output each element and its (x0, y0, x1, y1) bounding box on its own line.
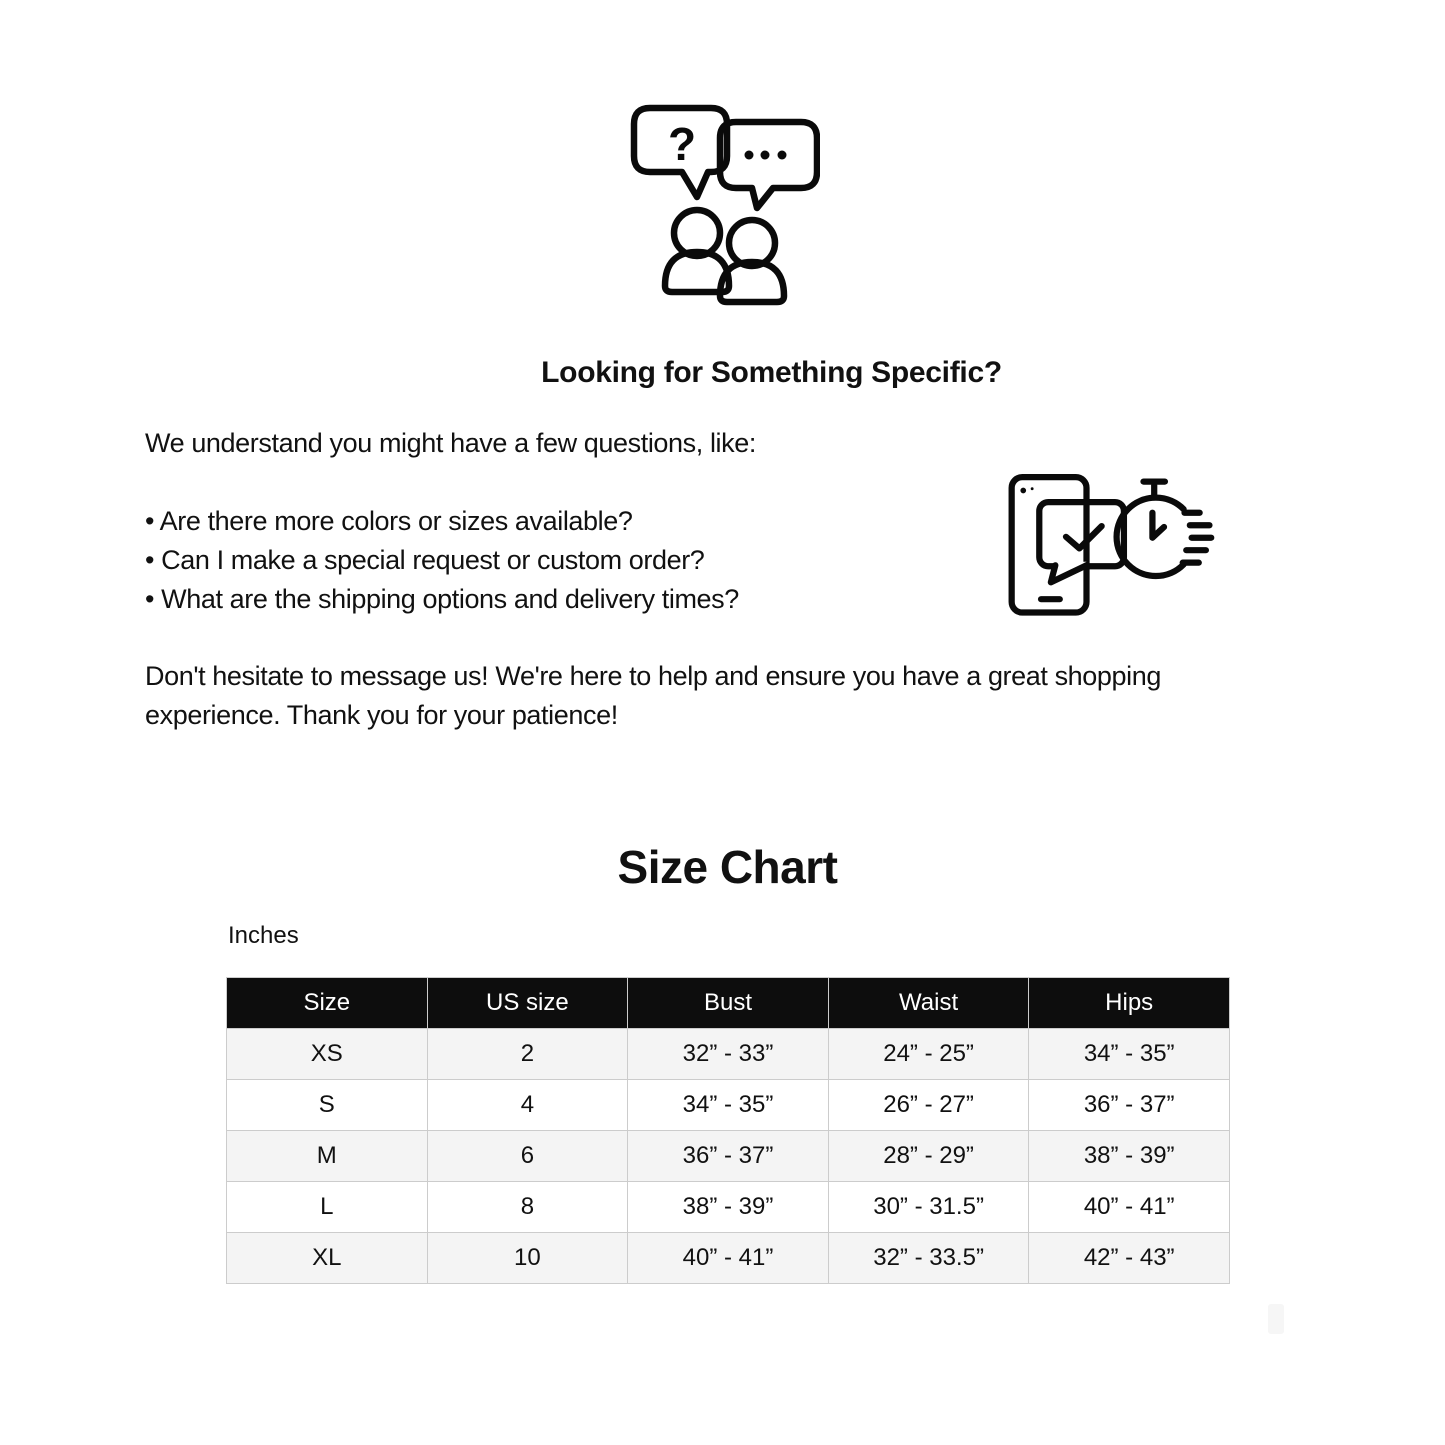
question-item: • Can I make a special request or custom order? (145, 545, 705, 575)
table-cell: XL (227, 1233, 428, 1284)
watermark-artifact (1268, 1304, 1284, 1334)
table-cell: 8 (427, 1182, 628, 1233)
table-cell: 40” - 41” (1029, 1182, 1230, 1233)
table-cell: 10 (427, 1233, 628, 1284)
table-cell: 30” - 31.5” (828, 1182, 1029, 1233)
table-cell: 38” - 39” (628, 1182, 829, 1233)
table-row (227, 1182, 1230, 1233)
table-cell: 28” - 29” (828, 1131, 1029, 1182)
size-table-body (227, 1029, 1230, 1284)
table-cell: 2 (427, 1029, 628, 1080)
intro-text: We understand you might have a few questions, like: (145, 428, 756, 458)
closing-text: Don't hesitate to message us! We're here to help and ensure you have a great shopping experience. Thank you for your patience! (145, 661, 1161, 730)
table-cell: 42” - 43” (1029, 1233, 1230, 1284)
table-cell: 24” - 25” (828, 1029, 1029, 1080)
column-header: Waist (828, 978, 1029, 1029)
size-chart-table (226, 977, 1230, 1284)
table-row (227, 1029, 1230, 1080)
table-row (227, 1233, 1230, 1284)
column-header: Hips (1029, 978, 1230, 1029)
table-cell: 6 (427, 1131, 628, 1182)
table-cell: 36” - 37” (628, 1131, 829, 1182)
table-cell: 32” - 33” (628, 1029, 829, 1080)
table-cell: 40” - 41” (628, 1233, 829, 1284)
table-cell: M (227, 1131, 428, 1182)
column-header: US size (427, 978, 628, 1029)
size-chart-title: Size Chart (617, 841, 838, 893)
unit-label: Inches (228, 922, 299, 949)
table-row (227, 1131, 1230, 1182)
table-cell: 38” - 39” (1029, 1131, 1230, 1182)
table-cell: 34” - 35” (1029, 1029, 1230, 1080)
table-cell: 32” - 33.5” (828, 1233, 1029, 1284)
stopwatch-icon (1117, 482, 1212, 576)
table-cell: 4 (427, 1080, 628, 1131)
table-cell: XS (227, 1029, 428, 1080)
table-cell: S (227, 1080, 428, 1131)
speed-lines-icon (1183, 513, 1212, 563)
phone-message-stopwatch-icon (1006, 470, 1216, 617)
table-cell: 26” - 27” (828, 1080, 1029, 1131)
question-bubble-icon (634, 108, 727, 197)
table-cell: 36” - 37” (1029, 1080, 1230, 1131)
table-cell: L (227, 1182, 428, 1233)
column-header: Size (227, 978, 428, 1029)
message-check-bubble-icon (1039, 502, 1124, 582)
page-title: Looking for Something Specific? (541, 356, 1002, 389)
svg-text:?: ? (667, 118, 697, 170)
question-item: • Are there more colors or sizes available? (145, 506, 633, 536)
table-cell: 34” - 35” (628, 1080, 829, 1131)
chat-bubbles-people-icon (630, 100, 820, 310)
dots-bubble-icon (720, 122, 817, 208)
size-table-header-row (227, 978, 1230, 1029)
table-row (227, 1080, 1230, 1131)
question-item: • What are the shipping options and delivery times? (145, 584, 739, 614)
column-header: Bust (628, 978, 829, 1029)
questions-list (145, 502, 985, 619)
